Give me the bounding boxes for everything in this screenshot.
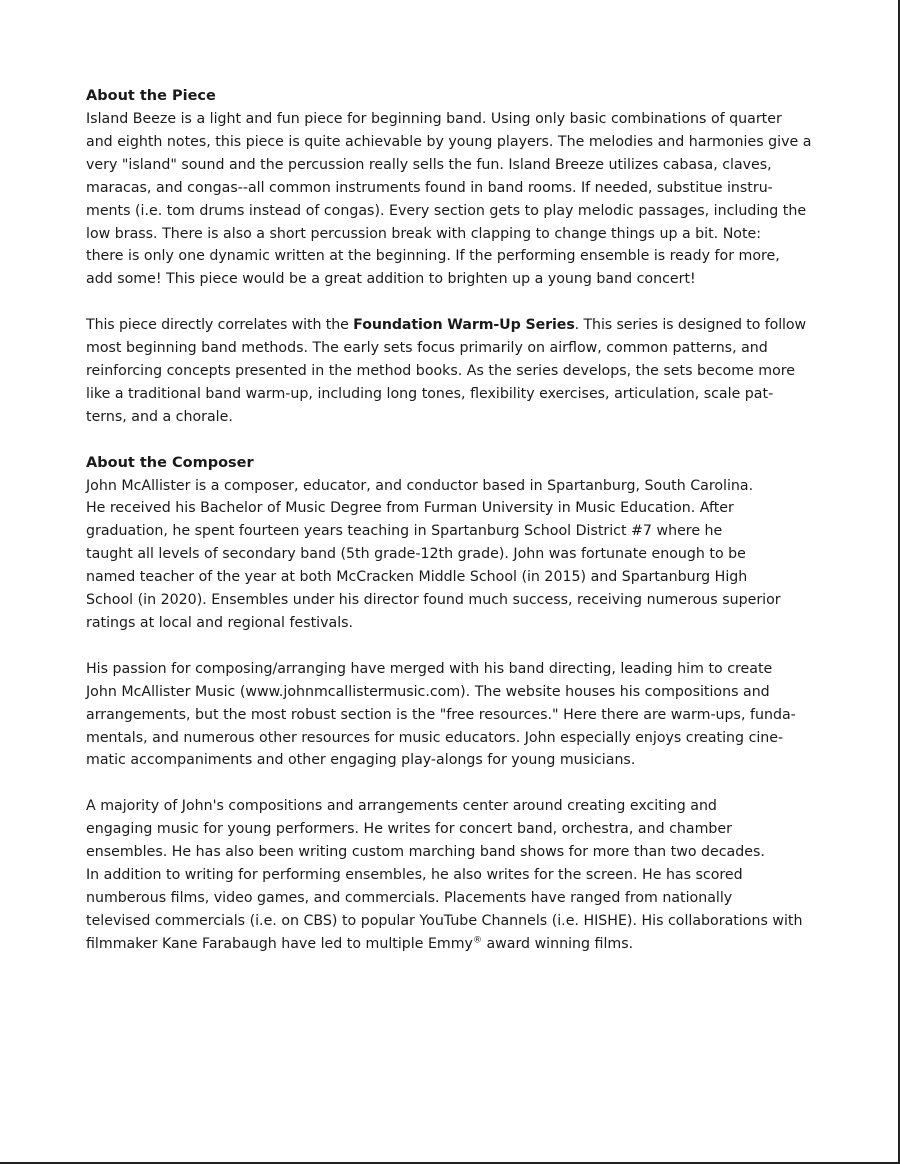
text-line: and eighth notes, this piece is quite achievable by young players. The melodies and harmonies give a xyxy=(86,133,812,150)
text-line: maracas, and congas--all common instruments found in band rooms. If needed, substitue instru- xyxy=(86,179,773,196)
text-line: John McAllister Music (www.johnmcallistermusic.com). The website houses his compositions and xyxy=(86,683,770,700)
text-line: televised commercials (i.e. on CBS) to popular YouTube Channels (i.e. HISHE). His collaborations with xyxy=(86,912,803,929)
text-line: ensembles. He has also been writing custom marching band shows for more than two decades. xyxy=(86,844,765,861)
para2-intro: This piece directly correlates with the xyxy=(86,317,354,334)
text-line: there is only one dynamic written at the beginning. If the performing ensemble is ready for more, xyxy=(86,248,780,265)
text-line: In addition to writing for performing ensembles, he also writes for the screen. He has scored xyxy=(86,866,743,883)
text-line: matic accompaniments and other engaging play-alongs for young musicians. xyxy=(86,752,636,769)
text-line: engaging music for young performers. He writes for concert band, orchestra, and chamber xyxy=(86,821,732,838)
text-line: mentals, and numerous other resources for music educators. John especially enjoys creating cine- xyxy=(86,729,784,746)
text-line: like a traditional band warm-up, including long tones, flexibility exercises, articulation, scale pat- xyxy=(86,385,774,402)
text-line: John McAllister is a composer, educator, and conductor based in Spartanburg, South Carolina. xyxy=(86,477,754,494)
text-line: very "island" sound and the percussion really sells the fun. Island Breeze utilizes cabasa, claves, xyxy=(86,156,772,173)
text-line: graduation, he spent fourteen years teaching in Spartanburg School District #7 where he xyxy=(86,523,723,540)
text-line: Island Beeze is a light and fun piece for beginning band. Using only basic combinations of quarter xyxy=(86,111,782,127)
text-line xyxy=(86,314,814,337)
para3-last-before: filmmaker Kane Farabaugh have led to multiple Emmy xyxy=(86,935,473,952)
text-line xyxy=(86,933,814,956)
about-composer-paragraph-3 xyxy=(86,795,814,955)
text-line: taught all levels of secondary band (5th grade-12th grade). John was fortunate enough to be xyxy=(86,546,746,563)
text-line: named teacher of the year at both McCracken Middle School (in 2015) and Spartanburg High xyxy=(86,569,748,586)
text-line: ments (i.e. tom drums instead of congas). Every section gets to play melodic passages, including the xyxy=(86,202,807,219)
about-piece-paragraph-1 xyxy=(86,108,814,291)
about-composer-paragraph-1 xyxy=(86,475,814,635)
about-piece-paragraph-2 xyxy=(86,314,814,429)
text-line: ratings at local and regional festivals. xyxy=(86,615,354,631)
text-line: A majority of John's compositions and arrangements center around creating exciting and xyxy=(86,798,717,815)
text-line: arrangements, but the most robust section is the "free resources." Here there are warm-ups, funda- xyxy=(86,706,796,723)
about-piece-heading: About the Piece xyxy=(86,88,216,104)
about-composer-paragraph-2 xyxy=(86,658,814,773)
text-line: reinforcing concepts presented in the method books. As the series develops, the sets become more xyxy=(86,362,796,379)
text-line: add some! This piece would be a great addition to brighten up a young band concert! xyxy=(86,271,696,288)
text-line: numberous films, video games, and commercials. Placements have ranged from nationally xyxy=(86,889,733,906)
text-line: terns, and a chorale. xyxy=(86,408,233,425)
about-composer-heading: About the Composer xyxy=(86,454,254,471)
para2-rest: . This series is designed to follow xyxy=(574,317,806,334)
text-line: low brass. There is also a short percussion break with clapping to change things up a bit. Note: xyxy=(86,225,762,242)
text-line: most beginning band methods. The early sets focus primarily on airflow, common patterns, and xyxy=(86,340,768,357)
document-body xyxy=(86,85,814,956)
text-line: His passion for composing/arranging have merged with his band directing, leading him to create xyxy=(86,660,773,677)
foundation-warmup-series-title: Foundation Warm-Up Series xyxy=(353,317,575,334)
registered-mark: ® xyxy=(472,934,482,945)
para3-last-after: award winning films. xyxy=(481,935,634,952)
text-line: School (in 2020). Ensembles under his director found much success, receiving numerous superior xyxy=(86,592,781,609)
text-line: He received his Bachelor of Music Degree from Furman University in Music Education. After xyxy=(86,500,734,517)
